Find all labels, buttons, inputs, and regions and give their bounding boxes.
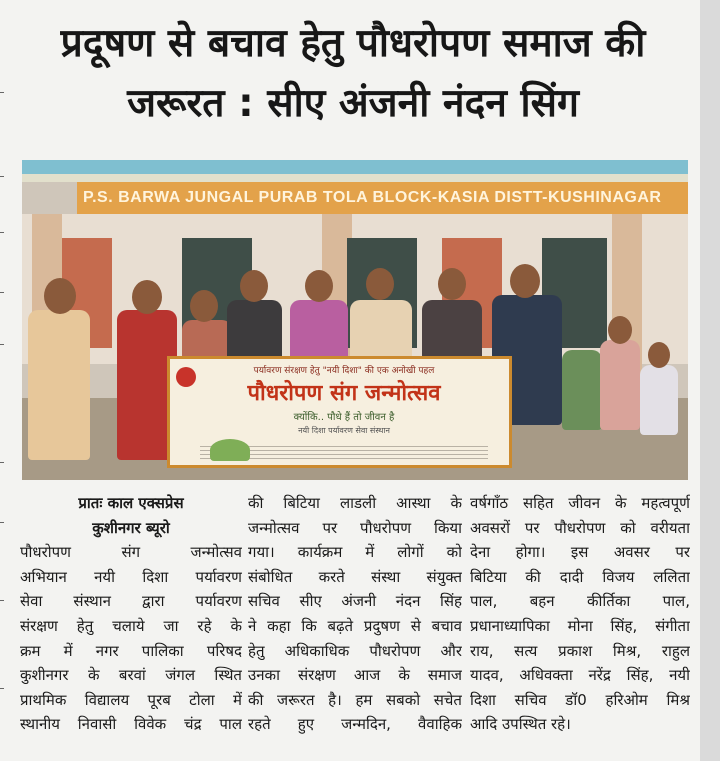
body-line: प्रधानाध्यापिका मोना सिंह, संगीता [470,616,690,635]
page-edge [700,0,720,761]
person-head [132,280,162,314]
body-line: ने कहा कि बढ़ते प्रदुषण से बचाव [248,616,462,635]
byline-newspaper: प्रातः काल एक्सप्रेस [78,494,184,512]
body-line: देना होगा। इस अवसर पर [470,543,690,562]
body-line: हेतु अधिकाधिक पौधरोपण और [248,641,462,660]
body-line: सचिव सीए अंजनी नंदन सिंह [248,592,462,611]
body-line: अभियान नयी दिशा पर्यावरण [20,567,242,586]
body-line: क्रम में नगर पालिका परिषद [20,641,242,660]
person-figure [600,340,640,430]
person-head [366,268,394,300]
body-line: की जरूरत है। हम सबको सचेत [248,690,462,709]
banner-slogan: क्योंकि.. पौधे हैं तो जीवन है [293,412,395,423]
photo-roof [22,174,688,182]
body-line: संरक्षण हेतु चलाये जा रहे के [20,616,242,635]
person-figure [290,300,348,360]
person-head [608,316,632,344]
person-head [190,290,218,322]
banner-logo-icon [176,367,196,387]
body-line: पौधरोपण संग जन्मोत्सव [20,543,242,562]
article-column-1 [20,491,242,737]
person-head [648,342,670,368]
person-head [438,268,466,300]
body-line: कुशीनगर के बरवां जंगल स्थित [20,666,242,685]
body-line: स्थानीय निवासी विवेक चंद्र पाल [20,715,242,734]
body-line: वर्षगाँठ सहित जीवन के महत्वपूर्ण [470,494,690,512]
banner-organization: नयी दिशा पर्यावरण सेवा संस्थान [298,426,390,435]
plant-icon [210,439,250,461]
person-head [305,270,333,302]
byline-bureau: कुशीनगर ब्यूरो [92,518,170,537]
event-banner [167,356,512,468]
person-figure [350,300,412,360]
article-column-2 [248,491,462,737]
body-line: की बिटिया लाडली आस्था के [248,494,462,512]
banner-title: पौधरोपण संग जन्मोत्सव [247,381,441,406]
body-line: गया। कार्यक्रम में लोगों को [248,543,462,562]
person-figure [562,350,602,430]
person-figure [28,310,90,460]
body-line: दिशा सचिव डॉ0 हरिओम मिश्र [470,690,690,709]
banner-tagline: पर्यावरण संरक्षण हेतु "नयी दिशा" की एक अनोखी पहल [253,366,435,376]
person-figure [422,300,482,360]
body-line: यादव, अधिवक्ता नरेंद्र सिंह, नयी [470,666,690,685]
person-head [44,278,76,314]
body-line: पाल, बहन कीर्तिका पाल, [470,592,690,611]
article-column-3 [470,491,690,737]
body-line: रहते हुए जन्मदिन, वैवाहिक [248,715,462,734]
event-photo [22,160,688,480]
left-margin-ticks [0,0,6,761]
body-line: संबोधित करते संस्था संयुक्त [248,567,462,586]
body-line: आदि उपस्थित रहे। [470,715,571,734]
body-line: प्राथमिक विद्यालय पूरब टोला में [20,690,242,709]
headline-line-2: जरूरत : सीए अंजनी नंदन सिंग [127,81,579,126]
body-line: अवसरों पर पौधरोपण को वरीयता [470,518,690,537]
person-head [510,264,540,298]
person-figure [227,300,282,360]
body-line: सेवा संस्थान द्वारा पर्यावरण [20,592,242,611]
body-line: उनका संरक्षण आज के समाज [248,666,462,685]
school-signboard: P.S. BARWA JUNGAL PURAB TOLA BLOCK-KASIA DISTT-KUSHINAGAR [77,182,688,214]
body-line: राय, सत्य प्रकाश मिश्र, राहुल [470,641,690,660]
person-figure [640,365,678,435]
body-line: बिटिया की दादी विजय ललिता [470,567,690,586]
headline [18,14,688,134]
person-head [240,270,268,302]
body-line: जन्मोत्सव पर पौधरोपण किया [248,518,462,537]
headline-line-1: प्रदूषण से बचाव हेतु पौधरोपण समाज की [60,21,646,66]
